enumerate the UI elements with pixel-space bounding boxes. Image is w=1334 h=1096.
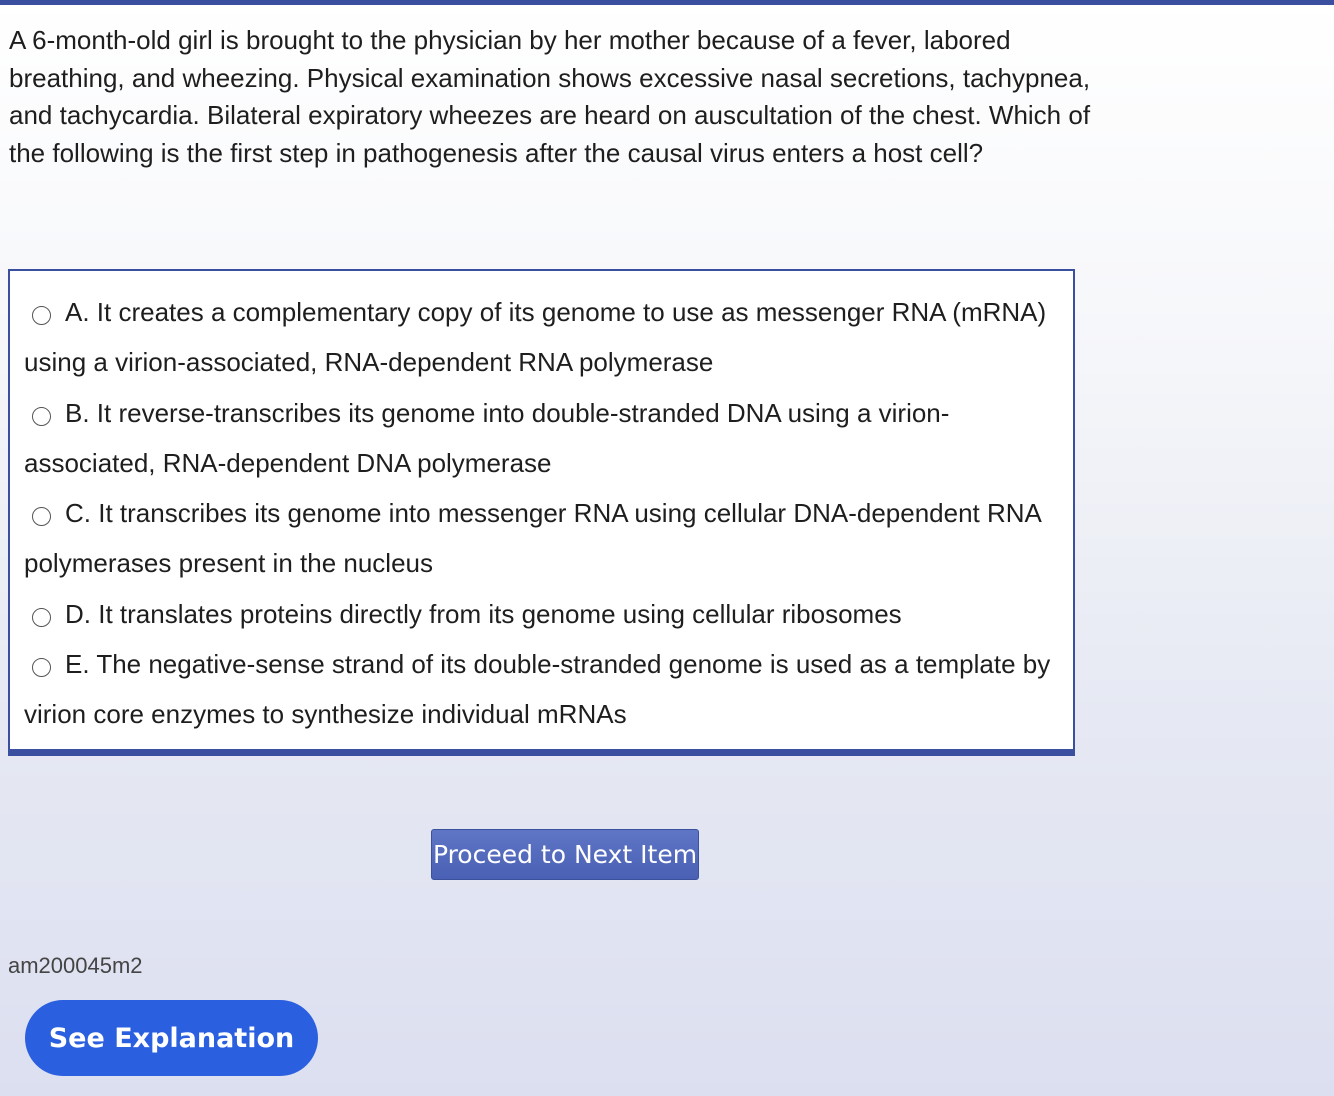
see-explanation-button[interactable]: See Explanation	[25, 1000, 318, 1076]
answer-choice-e[interactable]	[24, 639, 1060, 740]
answer-choices-box	[8, 269, 1075, 756]
answer-choices-list	[24, 287, 1060, 740]
radio-button-a[interactable]	[32, 306, 51, 325]
radio-button-c[interactable]	[32, 507, 51, 526]
answer-choice-d[interactable]	[24, 589, 1060, 639]
radio-button-e[interactable]	[32, 658, 51, 677]
proceed-next-item-button[interactable]: Proceed to Next Item	[431, 829, 699, 880]
answer-choice-b[interactable]	[24, 388, 1060, 489]
top-accent-bar	[0, 0, 1334, 5]
radio-button-d[interactable]	[32, 608, 51, 627]
answer-choice-a-label: A. It creates a complementary copy of its genome to use as messenger RNA (mRNA) using a virion-associated, RNA-dependent RNA polymerase	[24, 297, 1047, 378]
answer-choice-b-label: B. It reverse-transcribes its genome into double-stranded DNA using a virion-associated, RNA-dependent DNA polymerase	[24, 397, 950, 478]
answer-choice-e-label: E. The negative-sense strand of its double-stranded genome is used as a template by virion core enzymes to synthesize individual mRNAs	[24, 649, 1051, 730]
answer-choice-c[interactable]	[24, 488, 1060, 589]
item-id-label: am200045m2	[8, 953, 143, 978]
radio-button-b[interactable]	[32, 407, 51, 426]
answer-choice-c-label: C. It transcribes its genome into messenger RNA using cellular DNA-dependent RNA polymerases present in the nucleus	[24, 498, 1041, 579]
answer-choice-d-label: D. It translates proteins directly from its genome using cellular ribosomes	[65, 598, 902, 629]
answer-choice-a[interactable]	[24, 287, 1060, 388]
question-stem: A 6-month-old girl is brought to the physician by her mother because of a fever, labored breathing, and wheezing. Physical examination shows excessive nasal secretions, tachypnea, and tachycardia. Bilateral expiratory wheezes are heard on auscultation of the chest. Which of the following is the first step in pathogenesis after the causal virus enters a host cell?	[9, 25, 1091, 168]
